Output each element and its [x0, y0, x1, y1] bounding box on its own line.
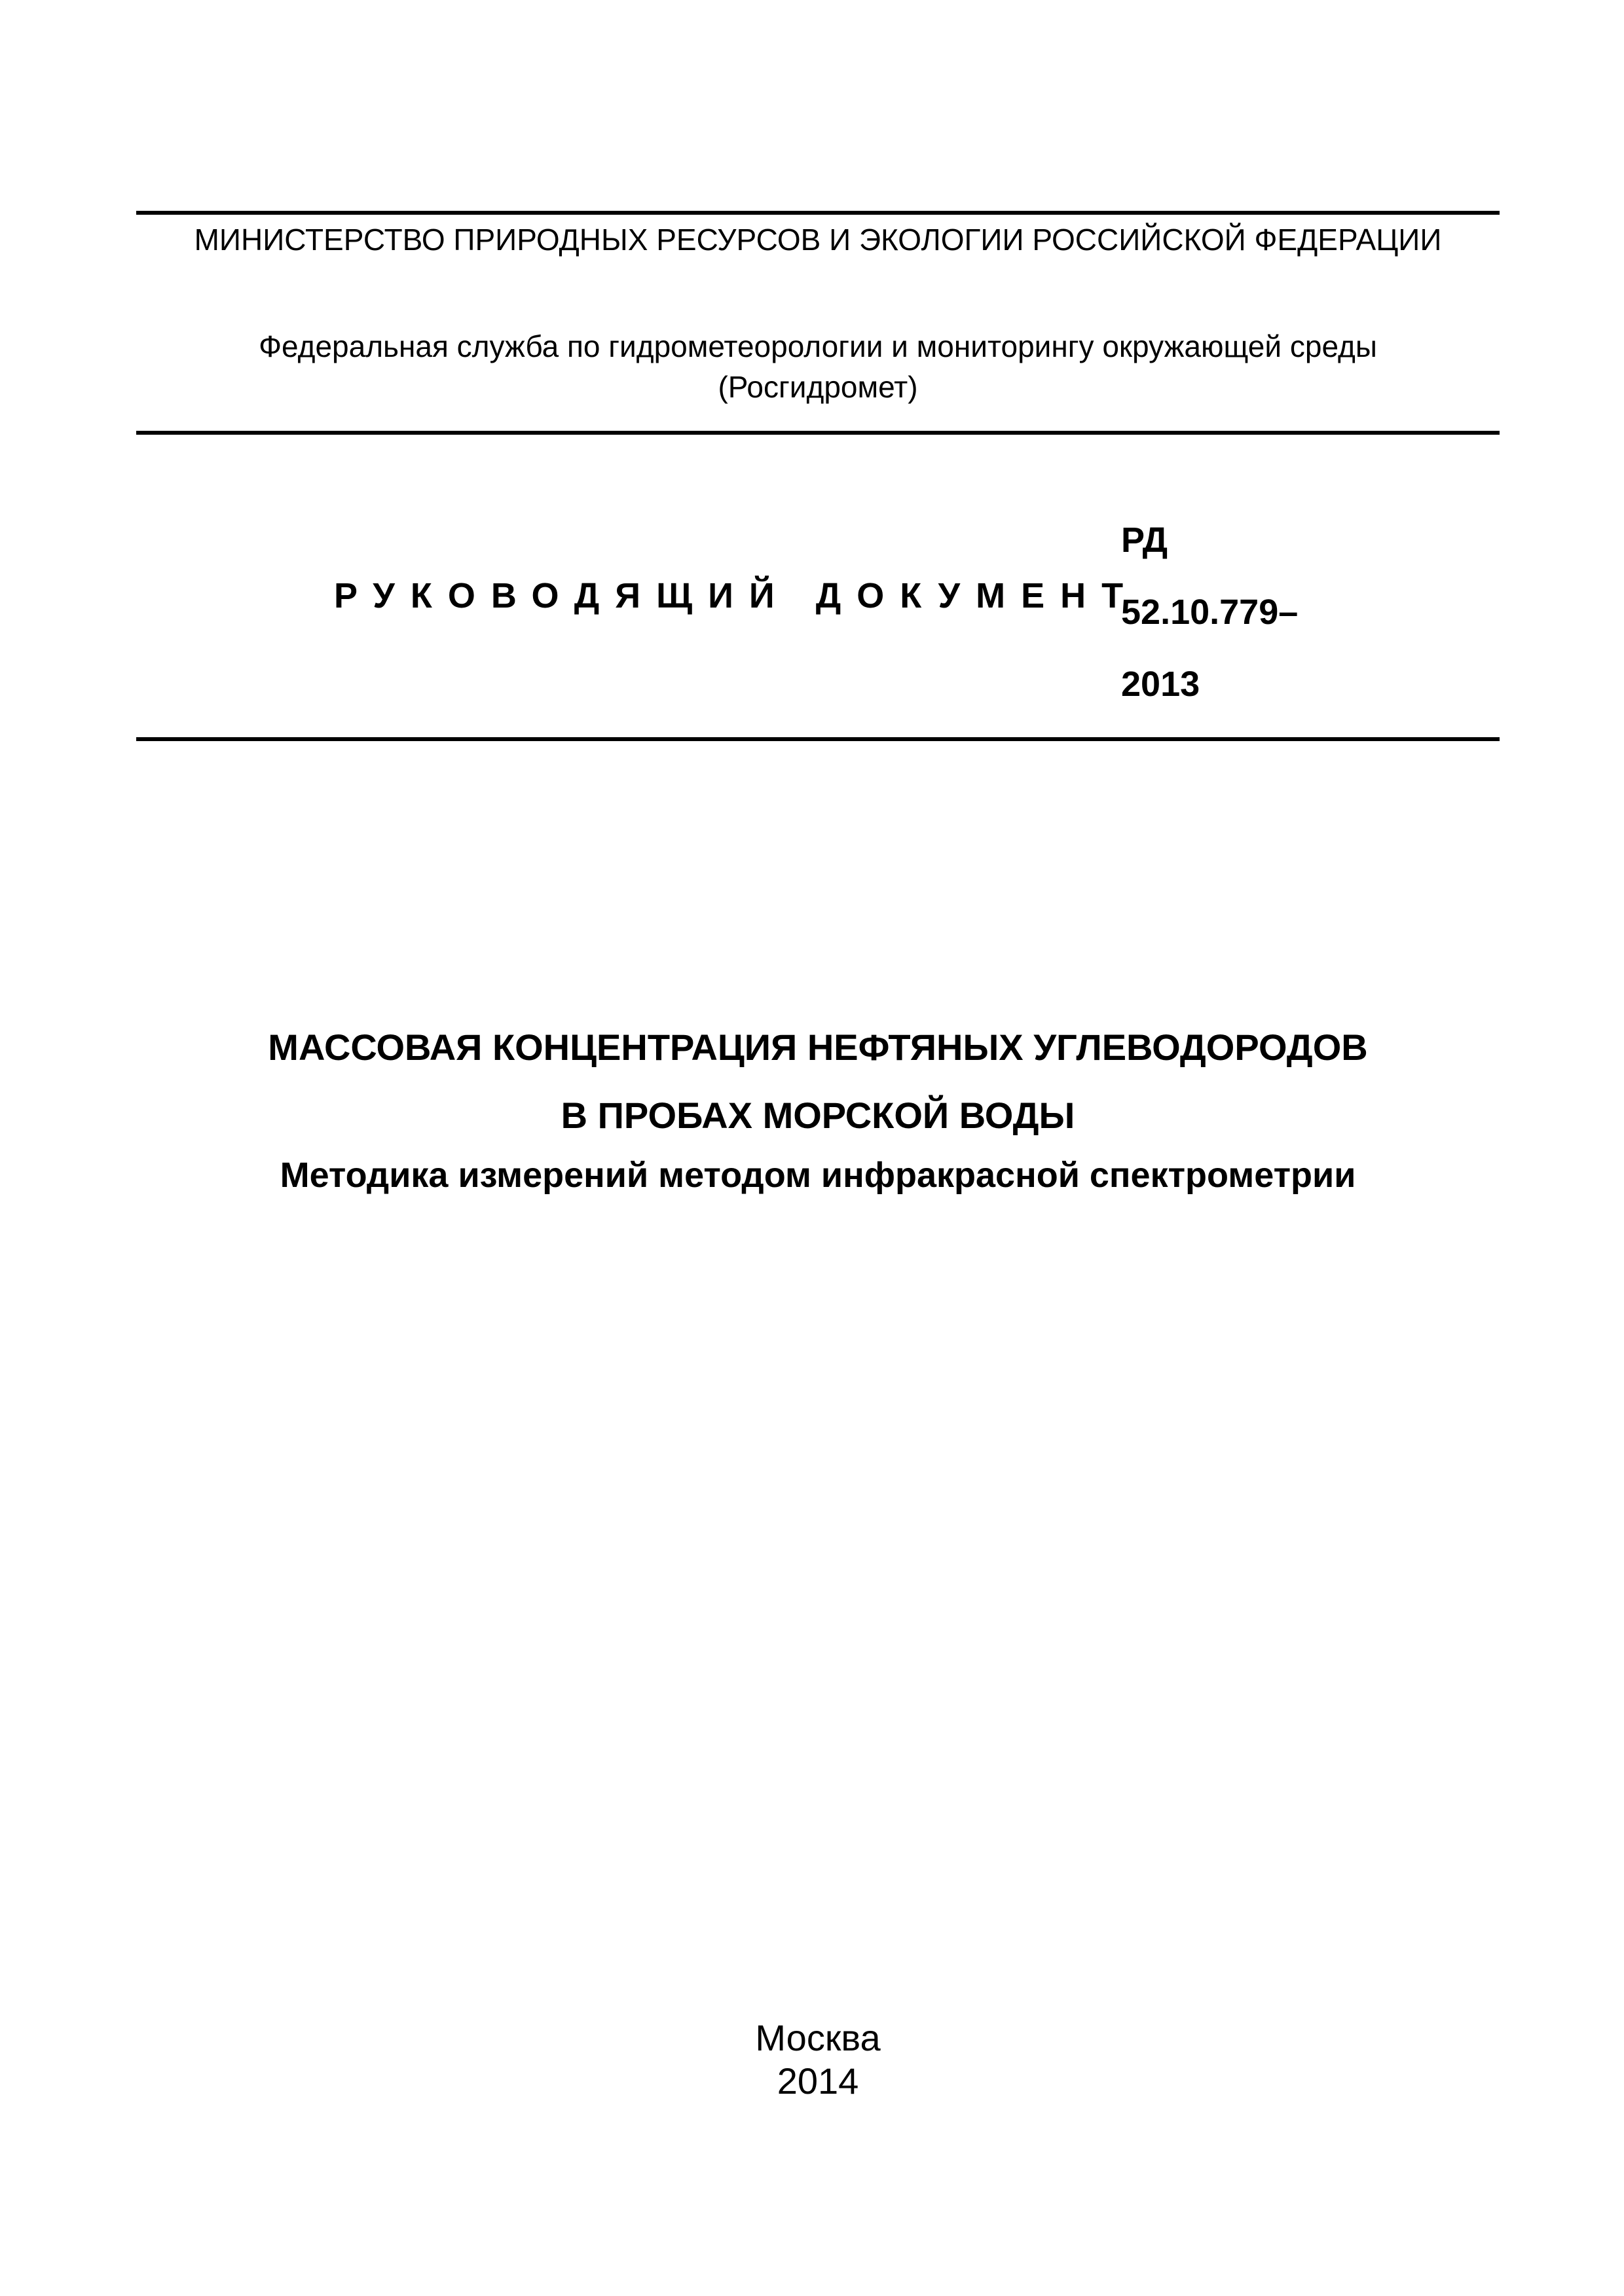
- document-number-prefix: РД: [1121, 520, 1168, 560]
- top-divider: [136, 211, 1500, 215]
- document-id-divider: [136, 737, 1500, 741]
- service-name: [136, 326, 1500, 407]
- publication-year: 2014: [777, 2060, 859, 2102]
- document-subtitle: Методика измерений методом инфракрасной спектрометрии: [280, 1156, 1356, 1195]
- document-number: [1121, 504, 1298, 720]
- document-title: [136, 1013, 1500, 1150]
- document-number-code: 52.10.779–: [1121, 592, 1299, 632]
- document-number-year: 2013: [1121, 665, 1200, 704]
- service-name-line-2: (Росгидромет): [718, 370, 918, 404]
- publication-city: Москва: [755, 2017, 881, 2058]
- document-type: РУКОВОДЯЩИЙ ДОКУМЕНТ: [334, 576, 1139, 615]
- document-title-line-1: МАССОВАЯ КОНЦЕНТРАЦИЯ НЕФТЯНЫХ УГЛЕВОДОРОДОВ: [268, 1027, 1368, 1068]
- service-name-line-1: Федеральная служба по гидрометеорологии и мониторингу окружающей среды: [259, 329, 1377, 363]
- ministry-name: МИНИСТЕРСТВО ПРИРОДНЫХ РЕСУРСОВ И ЭКОЛОГИИ РОССИЙСКОЙ ФЕДЕРАЦИИ: [194, 223, 1442, 257]
- document-title-line-2: В ПРОБАХ МОРСКОЙ ВОДЫ: [561, 1095, 1075, 1136]
- publication-info: [136, 2016, 1500, 2103]
- header-divider: [136, 431, 1500, 435]
